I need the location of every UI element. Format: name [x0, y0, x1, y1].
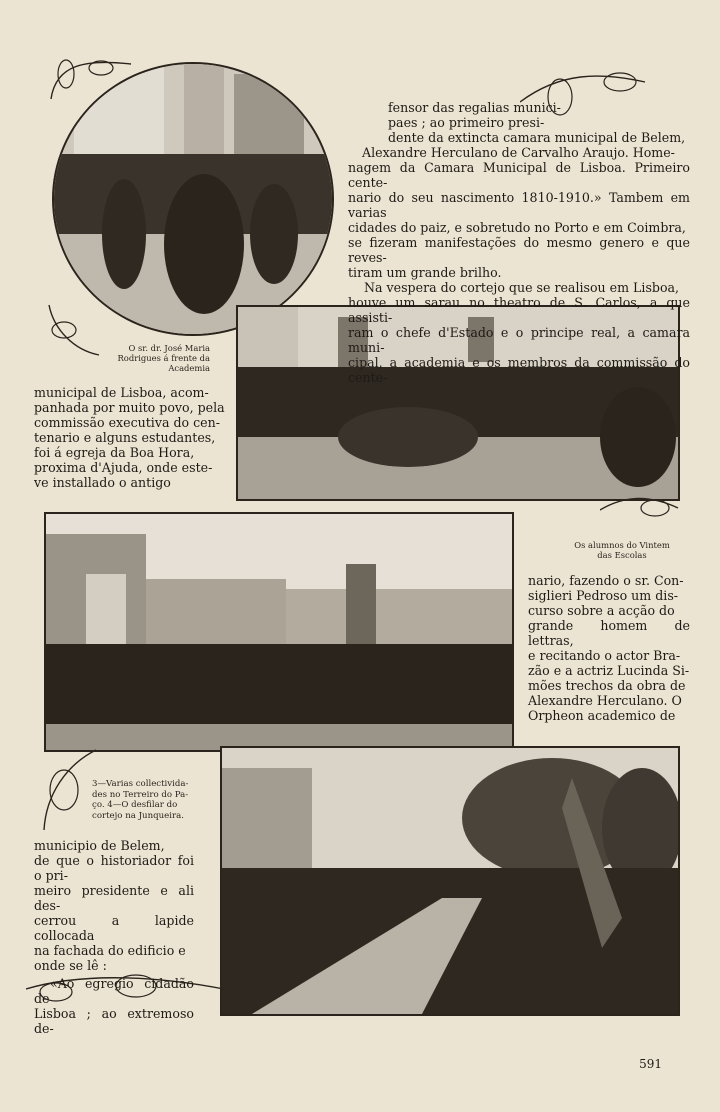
- caption-line: 3—Varias collectivida-: [92, 779, 189, 789]
- caption-line: Rodrigues á frente da: [117, 353, 210, 363]
- flower-ornament-top-left: [46, 54, 136, 104]
- text-line: grande homem de lettras,: [528, 618, 690, 648]
- text-line: dente da extincta camara municipal de Belem,: [388, 130, 686, 145]
- text-line: Alexandre Herculano de Carvalho Araujo. Home-: [362, 145, 675, 160]
- text-line: foi á egreja da Boa Hora,: [34, 445, 195, 460]
- text-line: e recitando o actor Bra-: [528, 648, 681, 663]
- text-line: nagem da Camara Municipal de Lisboa. Primeiro cente-: [348, 160, 690, 190]
- flower-icon: [46, 54, 136, 104]
- caption-line: Os alumnos do Vintem: [574, 540, 670, 550]
- flower-icon: [600, 490, 680, 530]
- caption-line: ço. 4—O desfilar do: [92, 800, 178, 810]
- text-line: de que o historiador foi o pri-: [34, 853, 194, 883]
- text-line: «Ao egregio cidadão de: [34, 976, 194, 1006]
- text-block-left: [34, 385, 228, 490]
- text-line: curso sobre a acção do: [528, 603, 675, 618]
- text-line: municipal de Lisboa, acom-: [34, 385, 209, 400]
- flower-icon: [44, 300, 104, 360]
- photo-academia-image: [54, 64, 332, 334]
- caption-photo-alumnos: [560, 540, 684, 560]
- text-line: meiro presidente e ali des-: [34, 883, 194, 913]
- text-block-bottom-left: [34, 838, 194, 1036]
- text-line: onde se lê :: [34, 958, 107, 973]
- text-line: Na vespera do cortejo que se realisou em Lisboa,: [364, 280, 680, 295]
- text-line: nario do seu nascimento 1810-1910.» Tambem em varias: [348, 190, 690, 220]
- text-line: tenario e alguns estudantes,: [34, 430, 216, 445]
- flower-ornament-mid-right: [600, 490, 680, 530]
- photo-junqueira-image: [222, 748, 678, 1014]
- text-line: panhada por muito povo, pela: [34, 400, 225, 415]
- caption-line: cortejo na Junqueira.: [92, 810, 184, 821]
- text-block-top: [348, 100, 690, 385]
- page-number: 591: [639, 1057, 662, 1071]
- caption-line: O sr. dr. José Maria: [128, 343, 210, 353]
- caption-photos-3-4: [92, 779, 216, 821]
- text-line: se fizeram manifestações do mesmo genero e que reves-: [348, 235, 690, 265]
- photo-junqueira: [220, 746, 680, 1016]
- caption-line: Academia: [168, 363, 210, 373]
- text-line: siglieri Pedroso um dis-: [528, 588, 679, 603]
- text-line: municipio de Belem,: [34, 838, 165, 853]
- text-line: ram o chefe d'Estado e o principe real, a camara muni-: [348, 325, 690, 355]
- photo-terreiro-image: [46, 514, 512, 750]
- text-block-right: [528, 573, 690, 723]
- photo-terreiro-paco: [44, 512, 514, 752]
- caption-line: das Escolas: [597, 550, 647, 560]
- caption-line: des no Terreiro do Pa-: [92, 789, 189, 800]
- text-line: proxima d'Ajuda, onde este-: [34, 460, 213, 475]
- caption-photo-academia: [100, 343, 210, 373]
- text-line: commissão executiva do cen-: [34, 415, 220, 430]
- flower-ornament-left-mid: [44, 300, 104, 360]
- text-line: Alexandre Herculano. O: [528, 693, 682, 708]
- text-line: cidades do paiz, e sobretudo no Porto e em Coimbra,: [348, 220, 686, 235]
- text-line: houve um sarau no theatro de S. Carlos, a que assisti-: [348, 295, 690, 325]
- text-line: fensor das regalias munici-: [388, 100, 561, 115]
- text-line: paes ; ao primeiro presi-: [388, 115, 545, 130]
- text-line: ve installado o antigo: [34, 475, 171, 490]
- text-line: mões trechos da obra de: [528, 678, 686, 693]
- text-line: cerrou a lapide collocada: [34, 913, 194, 943]
- text-line: cipal, a academia e os membros da commissão do cente-: [348, 355, 690, 385]
- text-line: Lisboa ; ao extremoso de-: [34, 1006, 194, 1036]
- text-line: na fachada do edificio e: [34, 943, 186, 958]
- text-line: Orpheon academico de: [528, 708, 676, 723]
- text-line: tiram um grande brilho.: [348, 265, 502, 280]
- text-line: nario, fazendo o sr. Con-: [528, 573, 684, 588]
- text-line: zão e a actriz Lucinda Si-: [528, 663, 690, 678]
